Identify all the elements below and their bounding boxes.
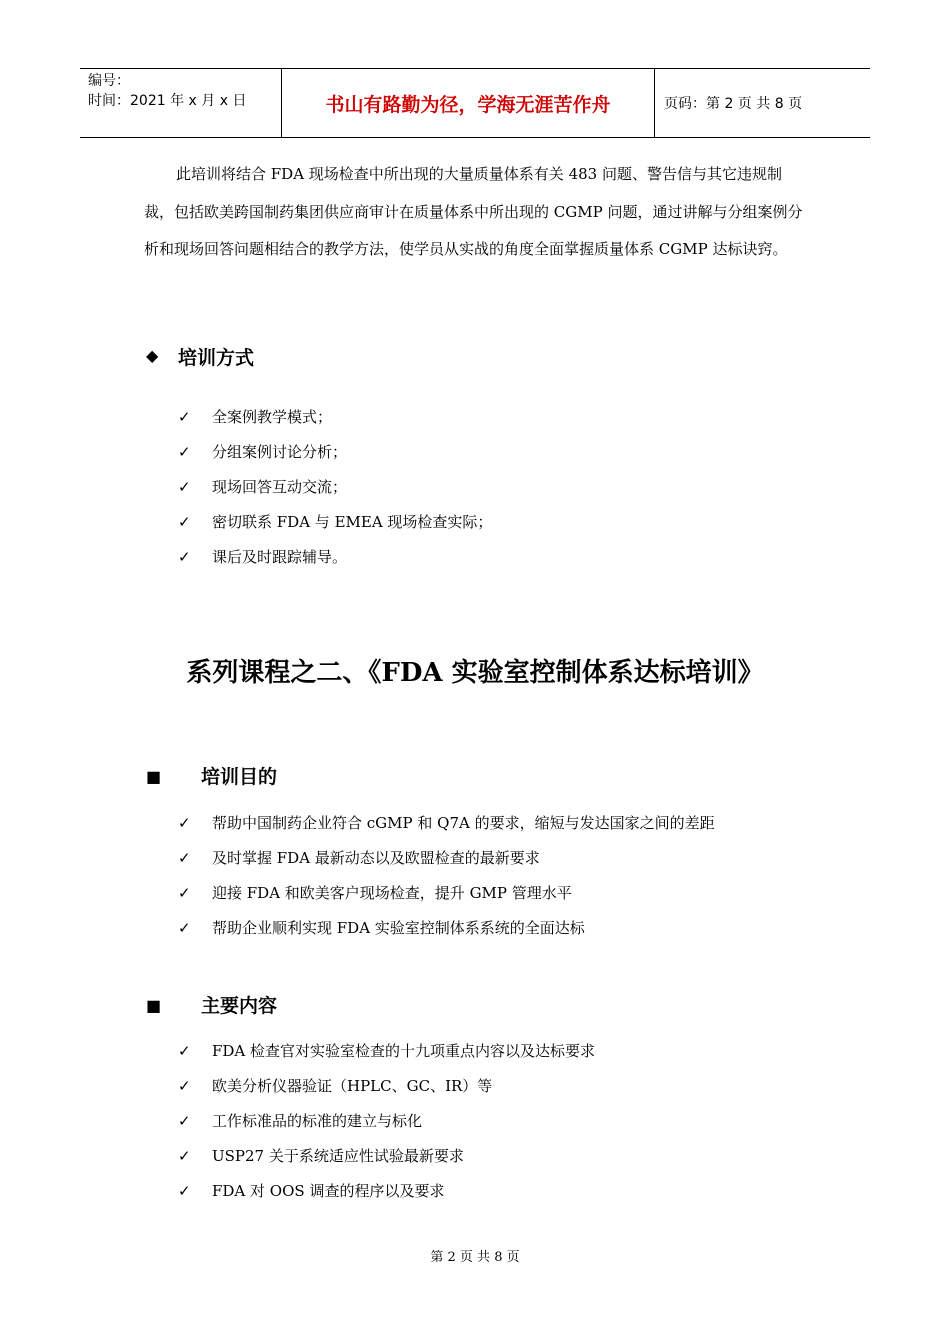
check-icon: ✓: [178, 548, 191, 566]
header-divider: [654, 69, 655, 137]
diamond-bullet-icon: ◆: [146, 346, 159, 365]
list-item: ✓ FDA 检查官对实验室检查的十九项重点内容以及达标要求: [178, 1034, 595, 1069]
check-icon: ✓: [178, 1042, 191, 1060]
check-icon: ✓: [178, 1147, 191, 1165]
check-icon: ✓: [178, 1112, 191, 1130]
time-label: 时间：2021 年 x 月 x 日: [88, 93, 247, 109]
check-icon: ✓: [178, 408, 191, 426]
list-item: ✓ USP27 关于系统适应性试验最新要求: [178, 1139, 595, 1174]
page-header: [80, 68, 870, 138]
square-bullet-icon: ■: [146, 996, 162, 1015]
number-label: 编号：: [88, 73, 130, 89]
check-icon: ✓: [178, 919, 191, 937]
list-item: ✓ 现场回答互动交流；: [178, 470, 492, 505]
list-item: ✓ 帮助企业顺利实现 FDA 实验室控制体系系统的全面达标: [178, 911, 715, 946]
header-meta: [88, 71, 246, 111]
check-icon: ✓: [178, 1182, 191, 1200]
main-content-list: [178, 1034, 595, 1209]
intro-paragraph: 此培训将结合 FDA 现场检查中所出现的大量质量体系有关 483 问题、警告信与其它违规制裁，包括欧美跨国制药集团供应商审计在质量体系中所出现的 CGMP 问题，通过讲解与分组案例分析和现场回答问题相结合的教学方法，使学员从实战的角度全面掌握质量体系 CGMP 达标诀窍。: [144, 165, 803, 258]
check-icon: ✓: [178, 814, 191, 832]
list-item: ✓ FDA 对 OOS 调查的程序以及要求: [178, 1174, 595, 1209]
main-content-heading: 主要内容: [201, 995, 278, 1017]
list-item: ✓ 课后及时跟踪辅导。: [178, 540, 492, 575]
list-item: ✓ 欧美分析仪器验证（HPLC、GC、IR）等: [178, 1069, 595, 1104]
header-page-label: 页码：第 2 页 共 8 页: [664, 96, 803, 112]
check-icon: ✓: [178, 849, 191, 867]
list-item: ✓ 及时掌握 FDA 最新动态以及欧盟检查的最新要求: [178, 841, 715, 876]
training-method-heading: 培训方式: [178, 347, 255, 369]
list-item: ✓ 工作标准品的标准的建立与标化: [178, 1104, 595, 1139]
check-icon: ✓: [178, 884, 191, 902]
check-icon: ✓: [178, 443, 191, 461]
header-motto: 书山有路勤为径，学海无涯苦作舟: [325, 93, 611, 116]
list-item: ✓ 帮助中国制药企业符合 cGMP 和 Q7A 的要求，缩短与发达国家之间的差距: [178, 806, 715, 841]
check-icon: ✓: [178, 1077, 191, 1095]
list-item: ✓ 分组案例讨论分析；: [178, 435, 492, 470]
list-item: ✓ 全案例教学模式；: [178, 400, 492, 435]
training-method-list: [178, 400, 492, 575]
page-footer: 第 2 页 共 8 页: [430, 1250, 520, 1265]
training-goal-list: [178, 806, 715, 946]
check-icon: ✓: [178, 478, 191, 496]
list-item: ✓ 密切联系 FDA 与 EMEA 现场检查实际；: [178, 505, 492, 540]
course-title: 系列课程之二、《FDA 实验室控制体系达标培训》: [186, 658, 764, 688]
list-item: ✓ 迎接 FDA 和欧美客户现场检查，提升 GMP 管理水平: [178, 876, 715, 911]
square-bullet-icon: ■: [146, 767, 162, 786]
training-goal-heading: 培训目的: [201, 766, 278, 788]
check-icon: ✓: [178, 513, 191, 531]
